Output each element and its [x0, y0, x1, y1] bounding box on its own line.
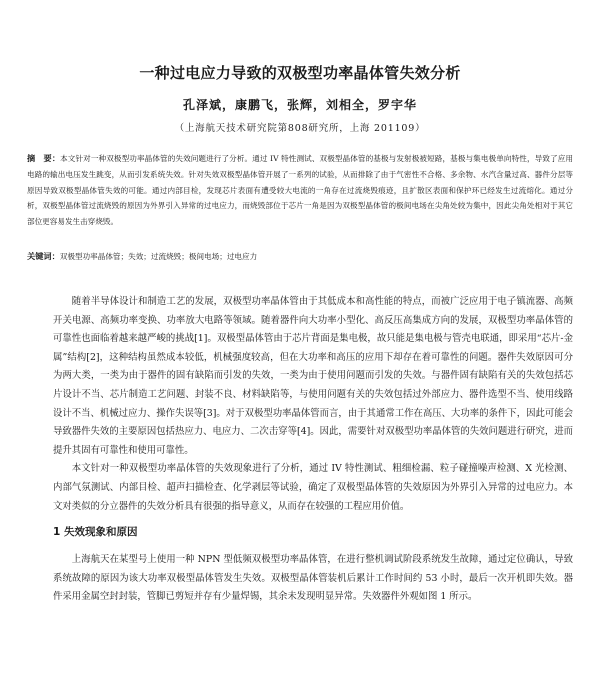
keywords: [27, 249, 573, 264]
intro-paragraph-1: 随着半导体设计和制造工艺的发展，双极型功率晶体管由于其低成本和高性能的特点，而被广泛应用于电子镇流器、高频开关电源、高频功率变换、功率放大电路等领域。随着器件向大功率小型化、高反压高集成方向的发展，双极型功率晶体管的可靠性也面临着越来越严峻的挑战[1]。双极型晶体管由于芯片背面是集电极，故只能是集电极与管壳电联通，即采用“芯片-金属”结构[2]，这种结构虽然成本较低，机械强度较高，但在大功率和高压的应用下却存在着可靠性的问题。器件失效原因可分为两大类，一类为由于器件的固有缺陷而引发的失效，一类为由于使用问题而引发的失效。与器件固有缺陷有关的失效包括芯片设计不当、芯片制造工艺问题、封装不良、材料缺陷等，与使用问题有关的失效包括过外部应力、器件选型不当、使用线路设计不当、机械过应力、操作失误等[3]。对于双极型功率晶体管而言，由于其通常工作在高压、大功率的条件下，因此可能会导致器件失效的主要原因包括热应力、电应力、二次击穿等[4]。因此，需要针对双极型功率晶体管的失效问题进行研究，进而提升其固有可靠性和使用可靠性。: [53, 296, 573, 456]
section-paragraph: 上海航天在某型号上使用一种 NPN 型低频双极型功率晶体管，在进行整机调试阶段系统发生故障，通过定位确认，导致系统故障的原因为该大功率双极型晶体管发生失效。双极型晶体管装机后累计工作时间约 53 小时，最后一次开机即失效。器件采用金属空封封装，管脚已剪短并存有少量焊锡，其余未发现明显异常。失效器件外观如图 1 所示。: [53, 554, 573, 603]
abstract-text: 本文针对一种双极型功率晶体管的失效问题进行了分析。通过 IV 特性测试、双极型晶体管的基极与发射极被短路，基极与集电极单向特性，导致了应用电路的输出电压发生跳变，从而引发系统失效。针对失效双极型晶体管开展了一系列的试验，从而排除了由于气密性不合格、多余物、水汽含量过高、器件分层等原因导致双极型晶体管失效的可能。通过内部目检，发现芯片表面有遭受较大电流的一角存在过流烧毁痕迹，且扩散区表面和保护环已经发生过流熔化。通过分析，双极型晶体管过流烧毁的原因为外界引入异常的过电应力，而烧毁部位于芯片一角是因为双极型晶体管的极间电场在尖角处较为集中，因此尖角处相对于其它部位更容易发生击穿烧毁。: [27, 154, 573, 227]
author-list: 孔泽斌，康鹏飞，张辉，刘相全，罗宇华: [182, 98, 417, 112]
affiliation: （上海航天技术研究院第808研究所，上海 201109）: [174, 123, 426, 134]
intro-paragraph-2: 本文针对一种双极型功率晶体管的失效现象进行了分析，通过 IV 特性测试、粗细检漏、粒子碰撞噪声检测、X 光检测、内部气氛测试、内部目检、超声扫描检查、化学剥层等试验，确定了双极型晶体管的失效原因为外界引入异常的过电应力。本文对类似的分立器件的失效分析具有很强的指导意义，从而存在较强的工程应用价值。: [53, 463, 573, 512]
introduction: [53, 293, 573, 516]
abstract-label: 摘 要：: [27, 153, 61, 163]
section-body: [53, 551, 573, 607]
abstract: [27, 151, 573, 230]
keywords-label: 关键词：: [27, 251, 60, 261]
section-heading: 1 失效现象和原因: [53, 526, 138, 538]
paper-title: 一种过电应力导致的双极型功率晶体管失效分析: [139, 64, 461, 82]
keywords-text: 双极型功率晶体管；失效；过流烧毁；极间电场；过电应力: [59, 252, 258, 261]
